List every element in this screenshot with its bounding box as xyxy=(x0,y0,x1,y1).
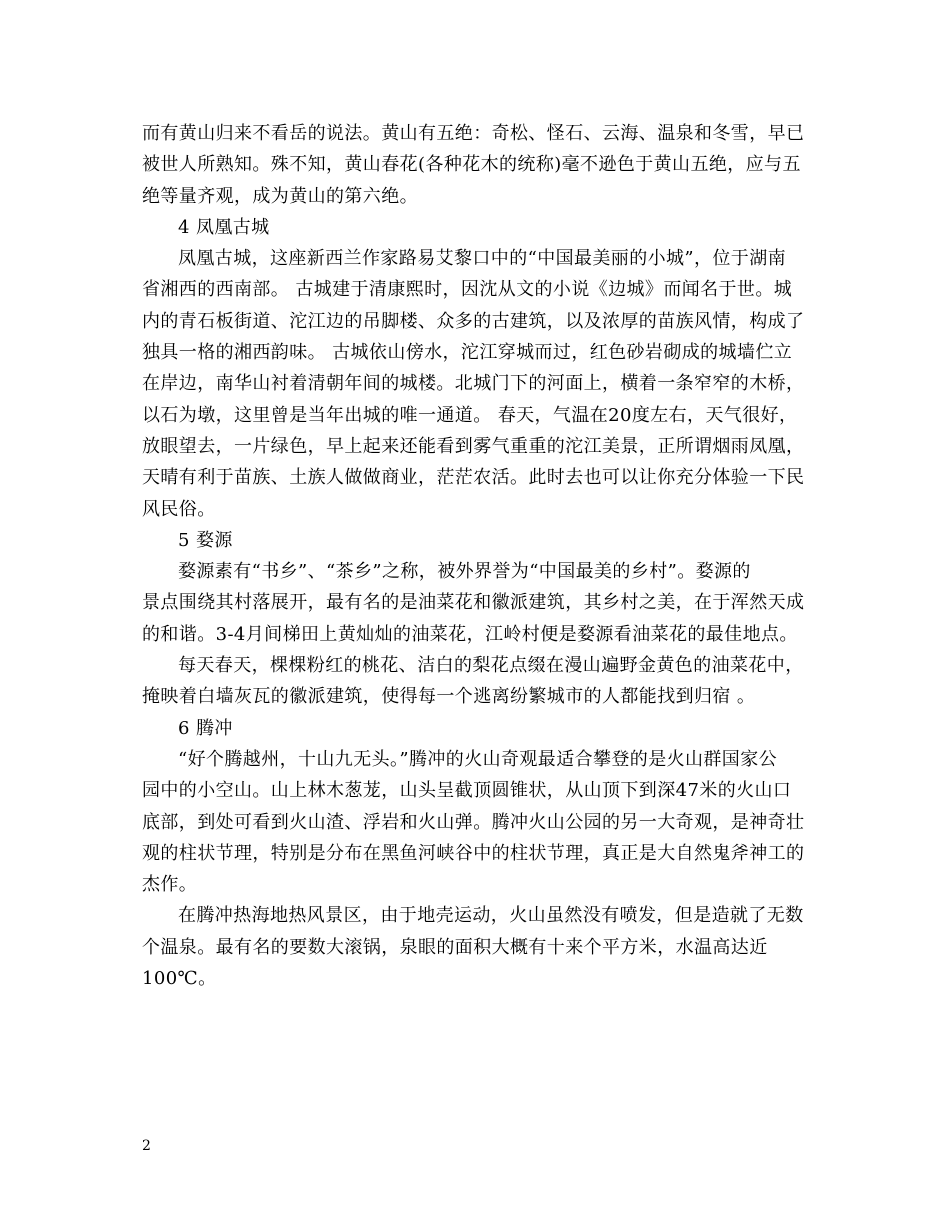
text-line: 园中的小空山。山上林木葱茏，山头呈截顶圆锥状，从山顶下到深47米的火山口 xyxy=(142,780,792,802)
text-line: 放眼望去，一片绿色，早上起来还能看到雾气重重的沱江美景，正所谓烟雨凤凰， xyxy=(142,435,805,457)
document-body xyxy=(142,118,810,994)
text-line: 的和谐。3-4月间梯田上黄灿灿的油菜花，江岭村便是婺源看油菜花的最佳地点。 xyxy=(142,623,798,645)
text-line: 4 凤凰古城 xyxy=(178,216,270,238)
text-line: 省湘西的西南部。 古城建于清康熙时，因沈从文的小说《边城》而闻名于世。城 xyxy=(142,279,793,301)
text-line: 独具一格的湘西韵味。 古城依山傍水，沱江穿城而过，红色砂岩砌成的城墙伫立 xyxy=(142,342,793,364)
text-line: 100℃。 xyxy=(142,968,217,990)
text-line: 而有黄山归来不看岳的说法。黄山有五绝：奇松、怪石、云海、温泉和冬雪，早已 xyxy=(142,123,805,144)
text-line: 每天春天，棵棵粉红的桃花、洁白的梨花点缀在漫山遍野金黄色的油菜花中， xyxy=(178,655,804,677)
text-line: 绝等量齐观，成为黄山的第六绝。 xyxy=(142,185,418,207)
text-line: 在腾冲热海地热风景区，由于地壳运动，火山虽然没有喷发，但是造就了无数 xyxy=(178,905,804,927)
text-line: 婺源素有“书乡”、“茶乡”之称，被外界誉为“中国最美的乡村”。婺源的 xyxy=(178,561,751,583)
text-line: “好个腾越州，十山九无头。”腾冲的火山奇观最适合攀登的是火山群国家公 xyxy=(178,748,778,770)
text-line: 杰作。 xyxy=(142,874,198,896)
text-line: 掩映着白墙灰瓦的徽派建筑，使得每一个逃离纷繁城市的人都能找到归宿 。 xyxy=(142,686,756,708)
text-line: 风民俗。 xyxy=(142,498,216,520)
text-line: 在岸边，南华山衬着清朝年间的城楼。北城门下的河面上，横着一条窄窄的木桥， xyxy=(142,373,805,395)
text-line: 内的青石板街道、沱江边的吊脚楼、众多的古建筑，以及浓厚的苗族风情，构成了 xyxy=(142,310,805,332)
page-number: 2 xyxy=(142,1138,151,1154)
text-line: 底部，到处可看到火山渣、浮岩和火山弹。腾冲火山公园的另一大奇观，是神奇壮 xyxy=(142,811,805,833)
text-line: 观的柱状节理，特别是分布在黑鱼河峡谷中的柱状节理，真正是大自然鬼斧神工的 xyxy=(142,842,805,864)
text-line: 个温泉。最有名的要数大滚锅，泉眼的面积大概有十来个平方米，水温高达近 xyxy=(142,936,768,958)
text-line: 5 婺源 xyxy=(178,529,233,551)
text-line: 景点围绕其村落展开，最有名的是油菜花和徽派建筑，其乡村之美，在于浑然天成 xyxy=(142,592,805,614)
text-line: 6 腾冲 xyxy=(178,717,233,739)
text-line: 天晴有利于苗族、土族人做做商业，茫茫农活。此时去也可以让你充分体验一下民 xyxy=(142,467,805,489)
text-line: 被世人所熟知。殊不知，黄山春花(各种花木的统称)毫不逊色于黄山五绝，应与五 xyxy=(142,154,801,176)
text-line: 以石为墩，这里曾是当年出城的唯一通道。 春天，气温在20度左右，天气很好， xyxy=(142,404,798,426)
text-line: 凤凰古城，这座新西兰作家路易艾黎口中的“中国最美丽的小城”，位于湖南 xyxy=(178,248,787,270)
